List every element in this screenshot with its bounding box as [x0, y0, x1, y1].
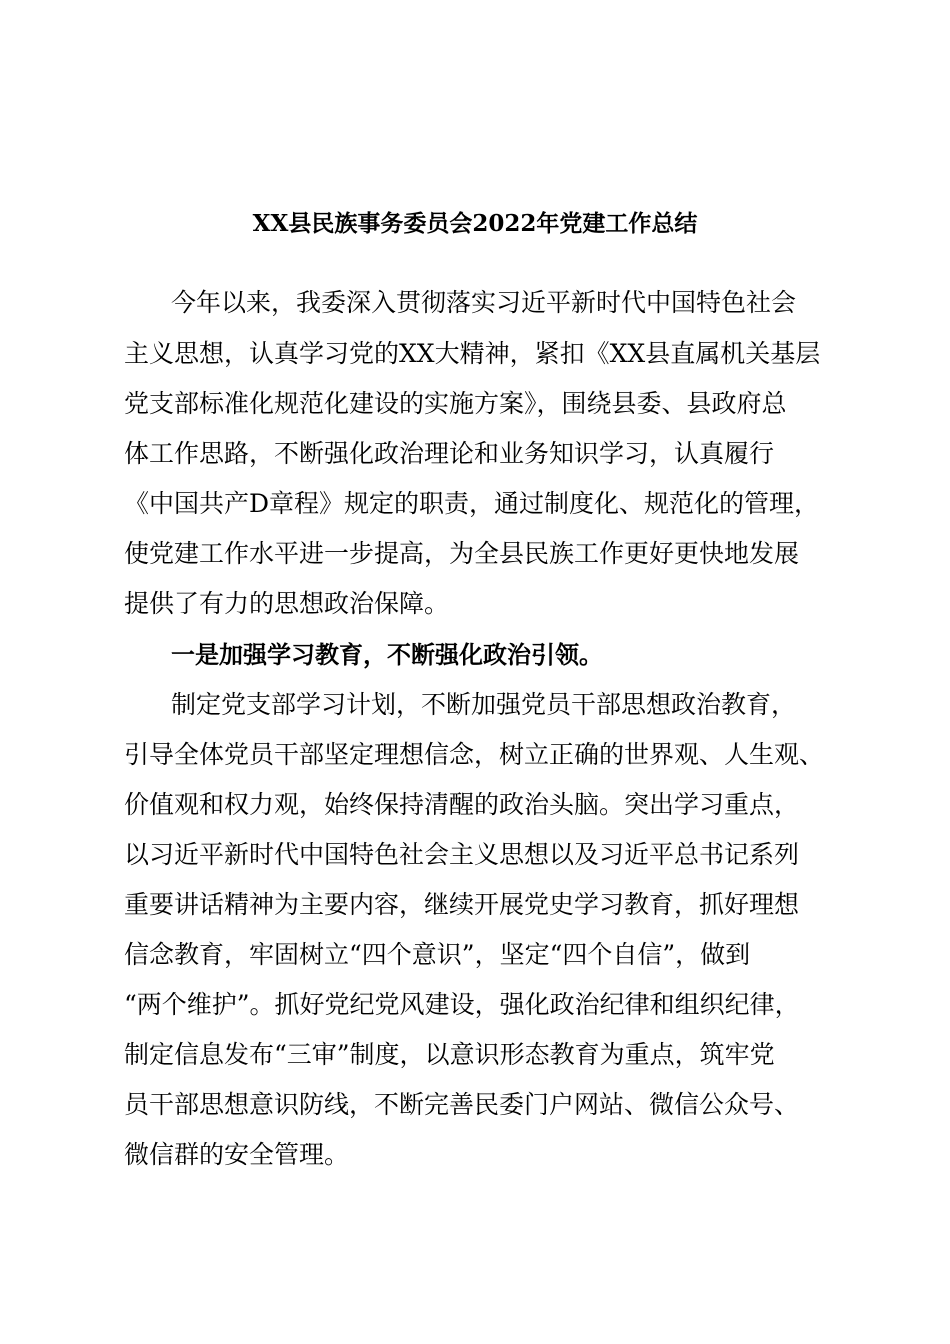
document-title: XX县民族事务委员会2022年党建工作总结: [252, 210, 698, 237]
document-page: XX县民族事务委员会2022年党建工作总结 今年以来，我委深入贯彻落实习近平新时代中国特色社会 主义思想，认真学习党的XX大精神，紧扣《XX县直属机关基层 党支部标准化规范化建设的实施方案》，围绕县委、县政府总 体工作思路，不断强化政治理论和业务知识学习，认真履行 《中国共产D章程》规定的职责，通过制度化、规范化的管理， 使党建工作水平进一步提高，为全县民族工作更好更快地发展 提供了有力的思想政治保障。 一是加强学习教育，不断强化政治引领。 制定党支部学习计划，不断加强党员干部思想政治教育， 引导全体党员干部坚定理想信念，树立正确的世界观、人生观、 价值观和权力观，始终保持清醒的政治头脑。突出学习重点， 以习近平新时代中国特色社会主义思想以及习近平总书记系列 重要讲话精神为主要内容，继续开展党史学习教育，抓好理想 信念教育，牢固树立“四个意识”，坚定“四个自信”，做到 “两个维护”。抓好党纪党风建设，强化政治纪律和组织纪律， 制定信息发布“三审”制度，以意识形态教育为重点，筑牢党 员干部思想意识防线，不断完善民委门户网站、微信公众号、 微信群的安全管理。: [0, 0, 950, 1344]
